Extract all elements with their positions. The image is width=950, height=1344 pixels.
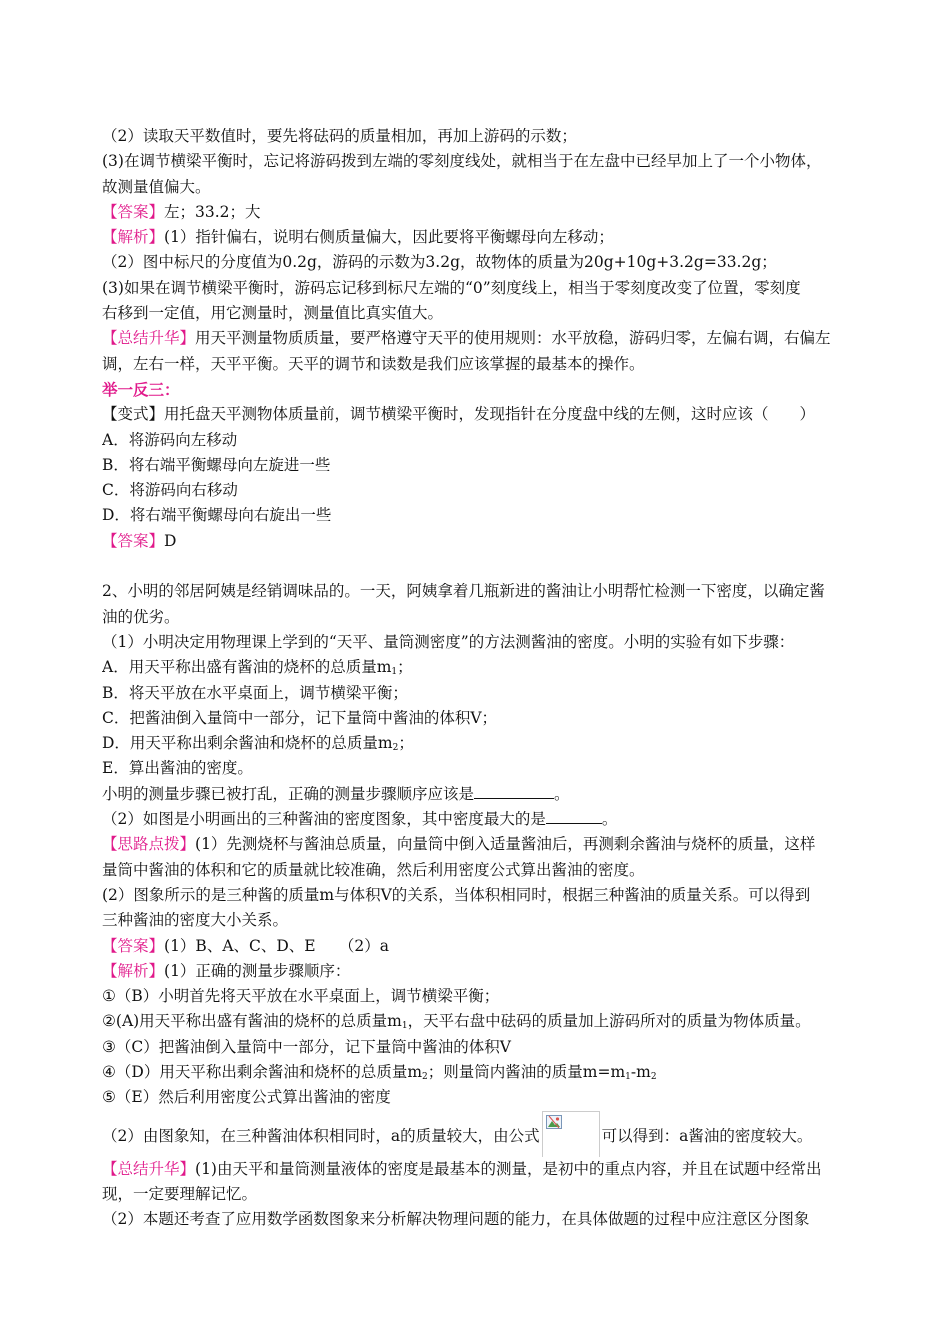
answer-blank xyxy=(546,807,602,824)
broken-image-icon xyxy=(542,1111,600,1157)
answer-blank xyxy=(474,782,554,799)
step-2 xyxy=(102,1009,862,1034)
text-line: (2）图象所示的是三种酱的质量m与体积V的关系，当体积相同时，根据三种酱油的质量关系。可以得到 xyxy=(102,885,811,904)
subscript: 2 xyxy=(650,1071,657,1082)
text-line: 油的优劣。 xyxy=(102,607,180,626)
subscript: 1 xyxy=(391,667,398,678)
answer-tag: 【答案】 xyxy=(102,202,165,221)
question-text: （2）如图是小明画出的三种酱油的密度图象，其中密度最大的是 xyxy=(102,810,546,829)
text-line: 右移到一定值，用它测量时，测量值比真实值大。 xyxy=(102,304,444,323)
answer-line xyxy=(102,934,862,959)
subscript: 1 xyxy=(401,1021,408,1032)
step-5: ⑤（E）然后利用密度公式算出酱油的密度 xyxy=(102,1088,391,1107)
hint-line xyxy=(102,832,862,857)
question-text: 。 xyxy=(554,784,570,803)
variant-question xyxy=(102,402,862,427)
option-b: B．将右端平衡螺母向左旋进一些 xyxy=(102,455,331,474)
formula-text: （2）由图象知，在三种酱油体积相同时，a的质量较大，由公式 xyxy=(102,1126,540,1145)
text-line: 故测量值偏大。 xyxy=(102,177,211,196)
option-a: A．将游码向左移动 xyxy=(102,430,238,449)
formula-line xyxy=(102,1111,862,1157)
variant-text: 用托盘天平测物体质量前，调节横梁平衡时，发现指针在分度盘中线的左侧，这时应该（ ） xyxy=(164,405,816,424)
answer-text: (1）B、A、C、D、E （2）a xyxy=(164,936,389,955)
answer-line xyxy=(102,529,862,554)
subscript: 2 xyxy=(422,1071,428,1082)
step-1: ①（B）小明首先将天平放在水平桌面上，调节横梁平衡； xyxy=(102,987,500,1006)
option-d: D．将右端平衡螺母向右旋出一些 xyxy=(102,506,332,525)
summary-line xyxy=(102,1157,862,1182)
document-page xyxy=(102,124,862,1232)
step-text: D．用天平称出剩余酱油和烧杯的总质量m xyxy=(102,734,393,753)
step-text: -m xyxy=(630,1062,651,1081)
answer-tag: 【答案】 xyxy=(102,531,165,550)
answer-line xyxy=(102,200,862,225)
text-line: (3)在调节横梁平衡时，忘记将游码拨到左端的零刻度线处，就相当于在左盘中已经早加上了一个小物体， xyxy=(102,152,822,171)
text-line: 现，一定要理解记忆。 xyxy=(102,1184,258,1203)
step-text: A．用天平称出盛有酱油的烧杯的总质量m xyxy=(102,658,392,677)
step-3: ③（C）把酱油倒入量筒中一部分，记下量筒中酱油的体积V xyxy=(102,1037,511,1056)
summary-tag: 【总结升华】 xyxy=(102,1159,196,1178)
step-4 xyxy=(102,1060,862,1085)
text-line: 调，左右一样，天平平衡。天平的调节和读数是我们应该掌握的最基本的操作。 xyxy=(102,354,645,373)
variant-tag: 【变式】 xyxy=(102,405,165,424)
hint-tag: 【思路点拨】 xyxy=(102,835,196,854)
step-d xyxy=(102,731,862,756)
text-line: （2）本题还考查了应用数学函数图象来分析解决物理问题的能力，在具体做题的过程中应注意区分图象 xyxy=(102,1210,810,1229)
text-line: （2）图中标尺的分度值为0.2g，游码的示数为3.2g，故物体的质量为20g+10g+3.2g=33.2g； xyxy=(102,253,777,272)
hint-text: (1）先测烧杯与酱油总质量，向量筒中倒入适量酱油后，再测剩余酱油与烧杯的质量，这样 xyxy=(195,835,816,854)
step-text: ，天平右盘中砝码的质量加上游码所对的质量为物体质量。 xyxy=(407,1012,811,1031)
step-c: C．把酱油倒入量筒中一部分，记下量筒中酱油的体积V； xyxy=(102,708,498,727)
answer-text: 左；33.2；大 xyxy=(164,202,261,221)
text-line: (3)如果在调节横梁平衡时，游码忘记移到标尺左端的“0”刻度线上，相当于零刻度改变了位置，零刻度 xyxy=(102,278,801,297)
question-text: 。 xyxy=(601,810,618,829)
question-2: 2、小明的邻居阿姨是经销调味品的。一天，阿姨拿着几瓶新进的酱油让小明帮忙检测一下密度，以确定酱 xyxy=(102,582,825,601)
formula-text: 可以得到：a酱油的密度较大。 xyxy=(601,1126,813,1145)
text-line: （2）读取天平数值时，要先将砝码的质量相加，再加上游码的示数； xyxy=(102,127,577,145)
summary-line xyxy=(102,326,862,351)
section-heading: 举一反三： xyxy=(102,379,180,399)
option-c: C．将游码向右移动 xyxy=(102,481,238,500)
fill-blank-line xyxy=(102,807,862,832)
analysis-text: (1）正确的测量步骤顺序： xyxy=(164,961,351,980)
step-text: ；则量筒内酱油的质量m=m xyxy=(427,1062,626,1081)
analysis-text: (1）指针偏右，说明右侧质量偏大，因此要将平衡螺母向左移动； xyxy=(164,228,614,247)
analysis-line xyxy=(102,225,862,250)
step-text: ④（D）用天平称出剩余酱油和烧杯的总质量m xyxy=(102,1062,423,1081)
step-b: B．将天平放在水平桌面上，调节横梁平衡； xyxy=(102,683,408,702)
step-text: ②(A)用天平称出盛有酱油的烧杯的总质量m xyxy=(102,1012,402,1031)
step-e: E．算出酱油的密度。 xyxy=(102,759,253,778)
summary-text: 用天平测量物质质量，要严格遵守天平的使用规则：水平放稳，游码归零，左偏右调，右偏左 xyxy=(195,329,831,348)
text-line: 量筒中酱油的体积和它的质量就比较准确，然后利用密度公式算出酱油的密度。 xyxy=(102,860,645,879)
analysis-tag: 【解析】 xyxy=(102,228,165,247)
analysis-line xyxy=(102,959,862,984)
answer-text: D xyxy=(164,531,177,550)
subscript: 2 xyxy=(392,743,399,754)
step-text: ； xyxy=(397,658,413,677)
spacer xyxy=(102,554,862,579)
text-line: （1）小明决定用物理课上学到的“天平、量筒测密度”的方法测酱油的密度。小明的实验有如下步骤： xyxy=(102,632,795,651)
subscript: 1 xyxy=(625,1071,631,1082)
fill-blank-line xyxy=(102,782,862,807)
text-line: 三种酱油的密度大小关系。 xyxy=(102,911,289,930)
analysis-tag: 【解析】 xyxy=(102,961,165,980)
summary-tag: 【总结升华】 xyxy=(102,329,196,348)
step-a xyxy=(102,655,862,680)
question-text: 小明的测量步骤已被打乱，正确的测量步骤顺序应该是 xyxy=(102,784,475,803)
summary-text: (1)由天平和量筒测量液体的密度是最基本的测量，是初中的重点内容，并且在试题中经常出 xyxy=(195,1159,822,1178)
answer-tag: 【答案】 xyxy=(102,936,165,955)
step-text: ； xyxy=(398,734,414,753)
